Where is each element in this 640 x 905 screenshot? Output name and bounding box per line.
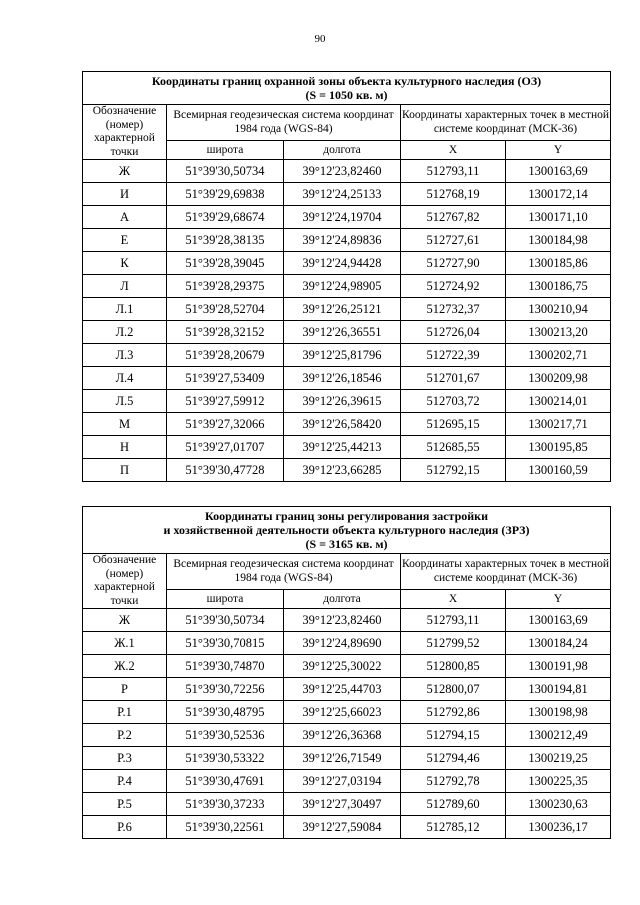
table-title — [83, 507, 611, 554]
cell-x: 512800,85 — [401, 655, 506, 678]
cell-point-id: И — [83, 183, 167, 206]
header-msk36: Координаты характерных точек в местной системе координат (МСК-36) — [401, 105, 611, 141]
cell-x: 512792,78 — [401, 770, 506, 793]
table-row — [83, 298, 611, 321]
table-row — [83, 770, 611, 793]
cell-latitude: 51°39'30,48795 — [167, 701, 284, 724]
coordinates-table-oz — [82, 71, 611, 482]
cell-latitude: 51°39'30,50734 — [167, 609, 284, 632]
table-row — [83, 793, 611, 816]
cell-longitude: 39°12'25,66023 — [284, 701, 401, 724]
cell-longitude: 39°12'26,58420 — [284, 413, 401, 436]
cell-point-id: Р.4 — [83, 770, 167, 793]
cell-y: 1300191,98 — [506, 655, 611, 678]
table-row — [83, 275, 611, 298]
table-row — [83, 459, 611, 482]
table-row — [83, 413, 611, 436]
cell-point-id: Е — [83, 229, 167, 252]
cell-x: 512792,86 — [401, 701, 506, 724]
cell-latitude: 51°39'30,70815 — [167, 632, 284, 655]
cell-latitude: 51°39'30,50734 — [167, 160, 284, 183]
cell-x: 512767,82 — [401, 206, 506, 229]
cell-point-id: Р.2 — [83, 724, 167, 747]
cell-latitude: 51°39'28,20679 — [167, 344, 284, 367]
cell-y: 1300212,49 — [506, 724, 611, 747]
cell-y: 1300230,63 — [506, 793, 611, 816]
table-row — [83, 252, 611, 275]
cell-x: 512785,12 — [401, 816, 506, 839]
cell-x: 512732,37 — [401, 298, 506, 321]
cell-point-id: М — [83, 413, 167, 436]
cell-longitude: 39°12'26,36551 — [284, 321, 401, 344]
cell-latitude: 51°39'28,52704 — [167, 298, 284, 321]
cell-latitude: 51°39'28,39045 — [167, 252, 284, 275]
cell-longitude: 39°12'23,66285 — [284, 459, 401, 482]
cell-y: 1300213,20 — [506, 321, 611, 344]
table-title-line: (S = 3165 кв. м) — [305, 537, 388, 551]
table-row — [83, 367, 611, 390]
cell-y: 1300214,01 — [506, 390, 611, 413]
cell-longitude: 39°12'26,39615 — [284, 390, 401, 413]
cell-point-id: Ж — [83, 609, 167, 632]
header-y: Y — [506, 590, 611, 609]
table-title-line: Координаты границ зоны регулирования застройки — [205, 509, 488, 523]
cell-longitude: 39°12'26,18546 — [284, 367, 401, 390]
cell-latitude: 51°39'28,29375 — [167, 275, 284, 298]
cell-longitude: 39°12'24,19704 — [284, 206, 401, 229]
cell-latitude: 51°39'27,59912 — [167, 390, 284, 413]
table-row — [83, 321, 611, 344]
page-number: 90 — [314, 33, 326, 45]
table-row — [83, 436, 611, 459]
cell-longitude: 39°12'24,89690 — [284, 632, 401, 655]
cell-y: 1300172,14 — [506, 183, 611, 206]
header-x: X — [401, 590, 506, 609]
cell-y: 1300184,24 — [506, 632, 611, 655]
cell-point-id: П — [83, 459, 167, 482]
cell-latitude: 51°39'30,53322 — [167, 747, 284, 770]
table-title-line: и хозяйственной деятельности объекта культурного наследия (ЗРЗ) — [163, 523, 530, 537]
cell-point-id: Р.3 — [83, 747, 167, 770]
cell-latitude: 51°39'27,53409 — [167, 367, 284, 390]
table-row — [83, 160, 611, 183]
cell-point-id: Ж.2 — [83, 655, 167, 678]
cell-point-id: Р.6 — [83, 816, 167, 839]
cell-y: 1300217,71 — [506, 413, 611, 436]
cell-point-id: Р — [83, 678, 167, 701]
cell-x: 512793,11 — [401, 609, 506, 632]
table-row — [83, 655, 611, 678]
header-point-id: Обозначение (номер) характерной точки — [83, 105, 167, 160]
table-row — [83, 206, 611, 229]
cell-point-id: Л.3 — [83, 344, 167, 367]
cell-latitude: 51°39'29,69838 — [167, 183, 284, 206]
table-row — [83, 344, 611, 367]
cell-point-id: Ж.1 — [83, 632, 167, 655]
cell-y: 1300185,86 — [506, 252, 611, 275]
cell-x: 512722,39 — [401, 344, 506, 367]
cell-x: 512695,15 — [401, 413, 506, 436]
table-title — [83, 72, 611, 105]
cell-y: 1300195,85 — [506, 436, 611, 459]
header-wgs84: Всемирная геодезическая система координат 1984 года (WGS-84) — [167, 554, 401, 590]
header-msk36: Координаты характерных точек в местной системе координат (МСК-36) — [401, 554, 611, 590]
table-row — [83, 701, 611, 724]
cell-longitude: 39°12'25,81796 — [284, 344, 401, 367]
header-x: X — [401, 141, 506, 160]
cell-longitude: 39°12'27,03194 — [284, 770, 401, 793]
cell-y: 1300186,75 — [506, 275, 611, 298]
cell-latitude: 51°39'27,01707 — [167, 436, 284, 459]
cell-latitude: 51°39'28,32152 — [167, 321, 284, 344]
cell-latitude: 51°39'30,47691 — [167, 770, 284, 793]
cell-longitude: 39°12'23,82460 — [284, 609, 401, 632]
cell-x: 512726,04 — [401, 321, 506, 344]
cell-latitude: 51°39'30,37233 — [167, 793, 284, 816]
cell-y: 1300171,10 — [506, 206, 611, 229]
cell-y: 1300210,94 — [506, 298, 611, 321]
cell-point-id: Л.4 — [83, 367, 167, 390]
cell-y: 1300198,98 — [506, 701, 611, 724]
cell-longitude: 39°12'23,82460 — [284, 160, 401, 183]
cell-longitude: 39°12'25,44703 — [284, 678, 401, 701]
table-title-line: (S = 1050 кв. м) — [305, 88, 388, 102]
table-row — [83, 229, 611, 252]
cell-x: 512789,60 — [401, 793, 506, 816]
cell-y: 1300184,98 — [506, 229, 611, 252]
cell-point-id: Л.1 — [83, 298, 167, 321]
cell-longitude: 39°12'24,25133 — [284, 183, 401, 206]
cell-longitude: 39°12'27,30497 — [284, 793, 401, 816]
cell-y: 1300163,69 — [506, 609, 611, 632]
cell-y: 1300163,69 — [506, 160, 611, 183]
cell-longitude: 39°12'27,59084 — [284, 816, 401, 839]
cell-y: 1300236,17 — [506, 816, 611, 839]
cell-point-id: А — [83, 206, 167, 229]
cell-y: 1300194,81 — [506, 678, 611, 701]
cell-x: 512685,55 — [401, 436, 506, 459]
cell-latitude: 51°39'30,47728 — [167, 459, 284, 482]
cell-latitude: 51°39'30,52536 — [167, 724, 284, 747]
cell-point-id: Р.1 — [83, 701, 167, 724]
cell-point-id: Л.5 — [83, 390, 167, 413]
cell-latitude: 51°39'29,68674 — [167, 206, 284, 229]
header-longitude: долгота — [284, 141, 401, 160]
table-row — [83, 390, 611, 413]
cell-y: 1300202,71 — [506, 344, 611, 367]
cell-point-id: Р.5 — [83, 793, 167, 816]
table-row — [83, 632, 611, 655]
coordinates-table-zrz — [82, 506, 611, 839]
cell-longitude: 39°12'24,89836 — [284, 229, 401, 252]
cell-y: 1300160,59 — [506, 459, 611, 482]
cell-point-id: Н — [83, 436, 167, 459]
header-wgs84: Всемирная геодезическая система координат 1984 года (WGS-84) — [167, 105, 401, 141]
cell-x: 512794,15 — [401, 724, 506, 747]
cell-longitude: 39°12'26,25121 — [284, 298, 401, 321]
cell-longitude: 39°12'24,98905 — [284, 275, 401, 298]
cell-x: 512724,92 — [401, 275, 506, 298]
cell-latitude: 51°39'30,72256 — [167, 678, 284, 701]
cell-latitude: 51°39'30,74870 — [167, 655, 284, 678]
cell-latitude: 51°39'28,38135 — [167, 229, 284, 252]
table-row — [83, 724, 611, 747]
cell-longitude: 39°12'26,36368 — [284, 724, 401, 747]
cell-y: 1300209,98 — [506, 367, 611, 390]
cell-x: 512727,90 — [401, 252, 506, 275]
cell-latitude: 51°39'27,32066 — [167, 413, 284, 436]
table-row — [83, 183, 611, 206]
cell-x: 512800,07 — [401, 678, 506, 701]
cell-point-id: Л.2 — [83, 321, 167, 344]
header-latitude: широта — [167, 590, 284, 609]
cell-x: 512792,15 — [401, 459, 506, 482]
cell-y: 1300225,35 — [506, 770, 611, 793]
cell-longitude: 39°12'25,44213 — [284, 436, 401, 459]
cell-x: 512799,52 — [401, 632, 506, 655]
cell-x: 512727,61 — [401, 229, 506, 252]
cell-point-id: Ж — [83, 160, 167, 183]
cell-x: 512793,11 — [401, 160, 506, 183]
header-y: Y — [506, 141, 611, 160]
cell-longitude: 39°12'24,94428 — [284, 252, 401, 275]
table-row — [83, 609, 611, 632]
cell-y: 1300219,25 — [506, 747, 611, 770]
cell-latitude: 51°39'30,22561 — [167, 816, 284, 839]
table-row — [83, 816, 611, 839]
cell-x: 512701,67 — [401, 367, 506, 390]
cell-point-id: К — [83, 252, 167, 275]
table-row — [83, 747, 611, 770]
cell-x: 512703,72 — [401, 390, 506, 413]
header-latitude: широта — [167, 141, 284, 160]
table-row — [83, 678, 611, 701]
cell-x: 512794,46 — [401, 747, 506, 770]
cell-x: 512768,19 — [401, 183, 506, 206]
header-point-id: Обозначение (номер) характерной точки — [83, 554, 167, 609]
cell-point-id: Л — [83, 275, 167, 298]
table-title-line: Координаты границ охранной зоны объекта культурного наследия (ОЗ) — [151, 74, 542, 88]
cell-longitude: 39°12'25,30022 — [284, 655, 401, 678]
cell-longitude: 39°12'26,71549 — [284, 747, 401, 770]
header-longitude: долгота — [284, 590, 401, 609]
